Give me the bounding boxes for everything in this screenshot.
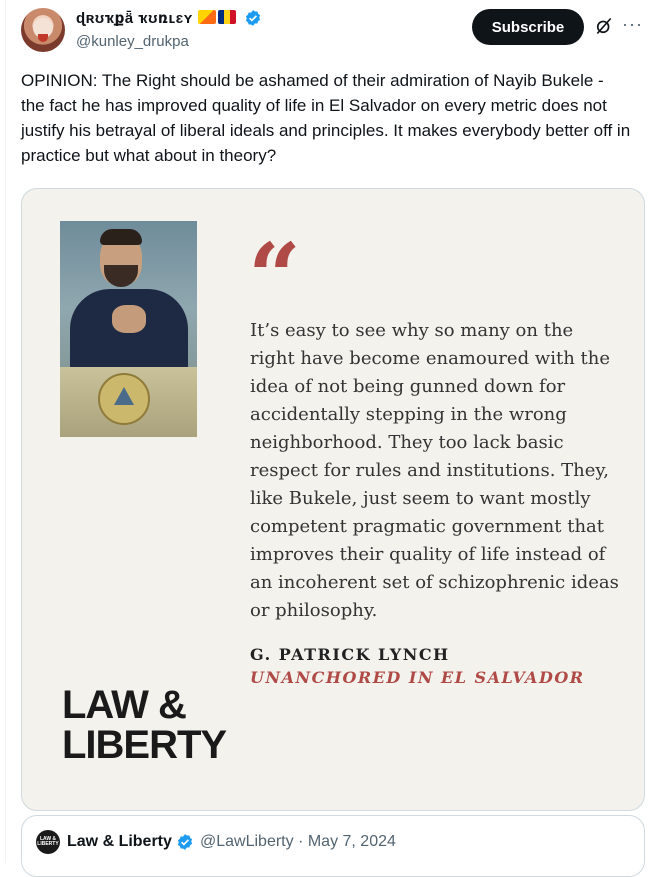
author-avatar[interactable] bbox=[21, 8, 65, 52]
quotation-mark: “ bbox=[248, 223, 301, 331]
author-flag-emojis bbox=[198, 10, 236, 24]
author-display-name[interactable]: ɖʀʊҡքǟ ҡʊռʟɛʏ bbox=[76, 10, 193, 27]
photo-podium-seal bbox=[98, 373, 150, 425]
law-and-liberty-logo bbox=[62, 685, 226, 765]
timeline-border bbox=[5, 0, 6, 862]
subscribe-button[interactable]: Subscribe bbox=[472, 9, 584, 45]
romania-flag-icon bbox=[218, 10, 236, 24]
verified-badge-icon bbox=[176, 833, 194, 851]
quoted-handle-date[interactable]: @LawLiberty · May 7, 2024 bbox=[200, 833, 396, 850]
quote-text: It’s easy to see why so many on the right have become enamoured with the idea of not being gunned down for accidentally stepping in the wrong neighborhood. They too lack basic respect for rules and institutions. They, like Bukele, just seem to want mostly competent pragmatic government that improves their quality of life instead of an incoherent set of schizophrenic ideas or philosophy. bbox=[250, 320, 619, 621]
logo-line-2: LIBERTY bbox=[62, 723, 227, 767]
more-options-icon[interactable]: ··· bbox=[622, 14, 643, 34]
bukele-photo bbox=[60, 221, 197, 437]
avatar-tongue bbox=[38, 34, 48, 42]
quoted-post[interactable] bbox=[21, 815, 645, 877]
quote-author: G. PATRICK LYNCH bbox=[250, 645, 450, 664]
quoted-display-name[interactable]: Law & Liberty bbox=[67, 833, 172, 850]
verified-badge-icon bbox=[244, 9, 262, 27]
bhutan-flag-icon bbox=[198, 10, 216, 24]
quoted-avatar[interactable]: LAW & LIBERTY bbox=[36, 830, 60, 854]
article-title: UNANCHORED IN EL SALVADOR bbox=[250, 668, 585, 687]
grok-icon[interactable] bbox=[594, 16, 614, 36]
post-text: OPINION: The Right should be ashamed of their admiration of Nayib Bukele - the fact he has improved quality of life in El Salvador on every metric does not justify his betrayal of liberal ideals and principles. It makes everybody better off in practice but what about in theory? bbox=[21, 71, 631, 165]
logo-line-1: LAW & bbox=[62, 683, 186, 727]
author-handle[interactable]: @kunley_drukpa bbox=[76, 33, 189, 50]
quote-image-card[interactable] bbox=[21, 188, 645, 811]
photo-person-hair bbox=[100, 229, 142, 245]
photo-person-hands bbox=[112, 305, 146, 333]
